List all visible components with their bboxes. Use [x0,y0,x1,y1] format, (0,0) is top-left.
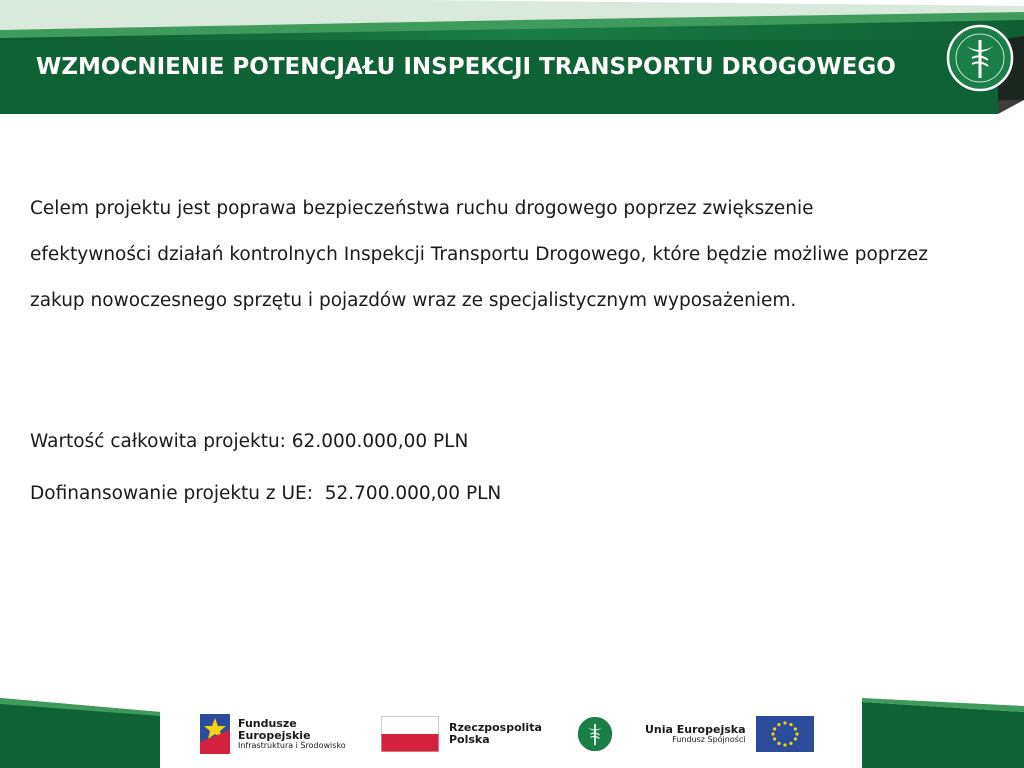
project-total-value: Wartość całkowita projektu: 62.000.000,00 PLN [30,431,469,452]
fundusze-line2: Europejskie [238,728,311,742]
ue-line2: Fundusz Spójności [672,734,746,744]
fundusze-europejskie-logo [198,706,346,762]
eu-flag-icon [756,716,814,752]
project-description: Celem projektu jest poprawa bezpieczeństwa ruchu drogowego poprzez zwiększenie efektywności działań kontrolnych Inspekcji Transportu Drogowego, które będzie możliwe poprzez zakup nowoczesnego sprzętu i pojazdów wraz ze specjalistycznym wyposażeniem. [30,198,929,311]
rp-line2: Polska [449,733,490,746]
unia-europejska-logo [645,706,814,762]
itd-small-emblem-icon [576,715,614,753]
polish-flag-icon [381,716,439,752]
ue-line1: Unia Europejska [645,722,746,736]
itd-emblem-icon [946,24,1014,92]
rp-line1: Rzeczpospolita [449,720,542,734]
fundusze-line1: Fundusze [238,716,297,730]
fundusze-line3: Infrastruktura i Środowisko [238,740,346,750]
fundusze-europejskie-icon [198,712,232,756]
itd-small-logo [576,706,614,762]
project-eu-funding: Dofinansowanie projektu z UE: 52.700.000,00 PLN [30,483,502,504]
rzeczpospolita-polska-logo [381,706,542,762]
page-title: WZMOCNIENIE POTENCJAŁU INSPEKCJI TRANSPORTU DROGOWEGO [36,54,896,80]
